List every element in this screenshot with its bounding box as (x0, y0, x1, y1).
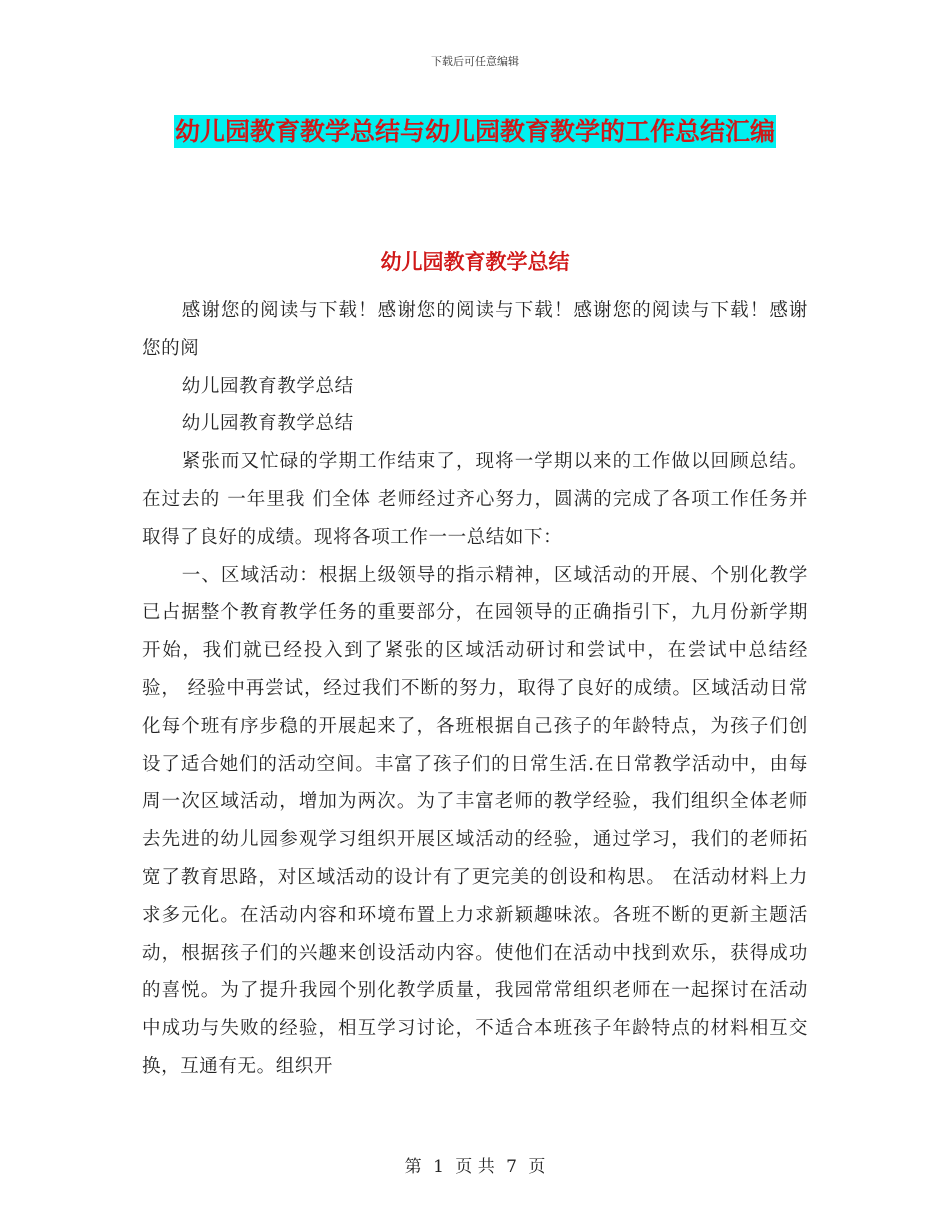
footer-page-number: 1 (433, 1157, 444, 1177)
document-body (142, 292, 808, 1086)
document-title (142, 110, 808, 154)
paragraph-subtitle-1: 幼儿园教育教学总结 (181, 375, 354, 397)
paragraph-subtitle-2: 幼儿园教育教学总结 (181, 413, 354, 435)
section-heading: 幼儿园教育教学总结 (380, 250, 570, 274)
paragraph-intro: 紧张而又忙碌的学期工作结束了，现将一学期以来的工作做以回顾总结。 在过去的 一年里我 们全体 老师经过齐心努力，圆满的完成了各项工作任务并取得了良好的成绩。现将各项工作一一总结如下： (142, 451, 808, 548)
header-note: 下载后可任意编辑 (431, 55, 519, 68)
page-footer (0, 1152, 950, 1177)
paragraph-thanks: 感谢您的阅读与下载！感谢您的阅读与下载！感谢您的阅读与下载！感谢您的阅 (142, 300, 808, 359)
footer-prefix: 第 (404, 1157, 422, 1177)
footer-suffix: 页 (528, 1157, 546, 1177)
document-title-text: 幼儿园教育教学总结与幼儿园教育教学的工作总结汇编 (174, 117, 775, 146)
paragraph-area-activities: 一、区域活动：根据上级领导的指示精神，区域活动的开展、个别化教学已占据整个教育教学任务的重要部分，在园领导的正确指引下，九月份新学期开始，我们就已经投入到了紧张的区域活动研讨和尝试中，在尝试中总结经验， 经验中再尝试，经过我们不断的努力，取得了良好的成绩。区域活动日常化每个班有序步稳的开展起来了，各班根据自己孩子的年龄特点，为孩子们创设了适合她们的活动空间。丰富了孩子们的日常生活.在日常教学活动中，由每周一次区域活动，增加为两次。为了丰富老师的教学经验，我们组织全体老师去先进的幼儿园参观学习组织开展区域活动的经验，通过学习，我们的老师拓宽了教育思路，对区域活动的设计有了更完美的创设和构思。 在活动材料上力求多元化。在活动内容和环境布置上力求新颖趣味浓。各班不断的更新主题活动，根据孩子们的兴趣来创设活动内容。使他们在活动中找到欢乐，获得成功的喜悦。为了提升我园个别化教学质量，我园常常组织老师在一起探讨在活动中成功与失败的经验，相互学习讨论，不适合本班孩子年龄特点的材料相互交换，互通有无。组织开 (142, 564, 808, 1077)
footer-middle: 页 共 (455, 1157, 495, 1177)
footer-total-pages: 7 (506, 1157, 517, 1177)
